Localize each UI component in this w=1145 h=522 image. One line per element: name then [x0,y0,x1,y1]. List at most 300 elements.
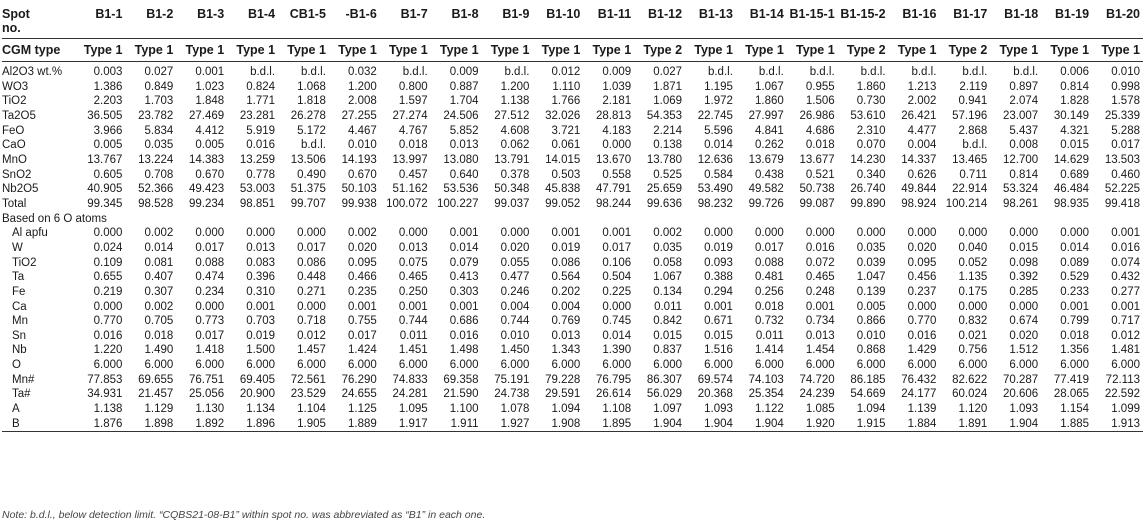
spot-id-header: B1-19 [1054,7,1090,21]
value-cell: 75.191 [494,373,530,386]
value-cell: 1.093 [1009,403,1039,416]
value-cell: 23.782 [138,109,174,122]
value-cell: 0.689 [1060,168,1090,181]
value-cell: 24.239 [799,388,835,401]
row-label: CaO [2,139,26,152]
value-cell: 0.755 [348,315,377,328]
value-cell: 1.895 [583,417,634,432]
value-cell: 100.214 [945,197,988,210]
value-cell: 27.512 [494,109,530,122]
table-row [2,62,1143,80]
value-cell: 0.866 [856,315,886,328]
value-cell: 0.075 [398,256,428,269]
value-cell: 21.590 [443,388,479,401]
value-cell: 1.097 [653,403,683,416]
value-cell: 1.848 [195,95,225,108]
row-label: Total [2,197,27,210]
value-cell: 2.868 [958,124,988,137]
value-cell: 5.437 [1009,124,1039,137]
value-cell: 24.177 [901,388,937,401]
value-cell: 0.564 [551,271,581,284]
value-cell: 14.383 [188,153,225,166]
value-cell: 0.081 [144,256,174,269]
value-cell: 0.438 [755,168,784,181]
value-cell: 0.086 [551,256,581,269]
spot-header-empty [838,21,889,39]
table-row [2,94,1143,109]
value-cell: 0.001 [449,227,479,240]
row-label: Ta# [12,388,31,401]
value-cell: 0.004 [551,300,581,313]
value-cell: 0.095 [907,256,937,269]
cgm-type-cell: Type 1 [685,39,736,62]
value-cell: 0.744 [500,315,530,328]
spot-id-header: B1-13 [698,7,733,21]
value-cell: 0.773 [195,315,225,328]
value-cell: 0.730 [856,95,886,108]
spot-header-empty [634,21,685,39]
table-row [2,358,1143,373]
section-label: Based on 6 O atoms [2,212,107,225]
value-cell: 0.842 [653,315,683,328]
value-cell: 0.138 [653,139,683,152]
value-cell: 1.200 [500,80,530,93]
spot-id-header: B1-11 [597,7,632,21]
value-cell: 3.966 [93,124,123,137]
value-cell: 49.844 [901,183,937,196]
value-cell: 0.340 [856,168,886,181]
value-cell: 0.800 [398,80,428,93]
value-cell: 0.175 [958,285,988,298]
value-cell: 86.185 [850,373,886,386]
value-cell: 13.224 [138,153,174,166]
spot-id-header: -B1-6 [345,7,377,21]
value-cell: 0.732 [755,315,784,328]
row-label: MnO [2,153,27,166]
value-cell: 72.561 [290,373,326,386]
value-cell: 0.849 [144,80,174,93]
value-cell: 0.062 [500,139,530,152]
spot-id-header: B1-15-1 [789,7,835,21]
value-cell: 0.018 [755,300,784,313]
value-cell: 26.986 [799,109,835,122]
value-cell: 1.069 [653,95,683,108]
value-cell: 0.016 [246,139,276,152]
value-cell: 0.000 [398,227,428,240]
value-cell: 0.027 [653,66,683,78]
value-cell: 0.640 [449,168,479,181]
row-label: O [12,359,21,372]
value-cell: 26.740 [850,183,886,196]
value-cell: 0.019 [246,329,276,342]
value-cell: 98.851 [239,197,276,210]
value-cell: 0.235 [348,285,377,298]
header-row-cgm-type [2,39,1143,62]
cgm-type-cell: Type 2 [939,39,990,62]
value-cell: 1.920 [787,417,838,432]
row-label: TiO2 [2,95,27,108]
value-cell: 99.890 [850,197,886,210]
value-cell: 0.000 [1009,300,1039,313]
value-cell: 0.070 [856,139,886,152]
value-cell: 0.001 [246,300,276,313]
spot-id-header: B1-1 [95,7,123,21]
value-cell: 0.262 [755,139,784,152]
value-cell: 0.010 [856,329,886,342]
value-cell: 1.896 [227,417,278,432]
value-cell: 1.104 [297,403,326,416]
value-cell: 0.000 [907,300,937,313]
value-cell: 99.726 [748,197,784,210]
value-cell: 1.904 [990,417,1041,432]
value-cell: 0.465 [805,271,835,284]
value-cell: 0.055 [500,256,530,269]
table-row [2,109,1143,124]
value-cell: 0.001 [449,300,479,313]
value-cell: 6.000 [551,359,581,372]
value-cell: 76.795 [595,373,632,386]
spot-id-header: B1-9 [502,7,530,21]
table-footnote: Note: b.d.l., below detection limit. “CQBS21-08-B1” within spot no. was abbreviated as “B1” in each one. [2,509,486,521]
value-cell: 13.503 [1104,153,1140,166]
value-cell: 0.001 [195,66,225,78]
value-cell: 1.125 [348,403,377,416]
spot-header-empty [227,21,278,39]
value-cell: 6.000 [704,359,733,372]
spot-header-label-cont: no. [2,21,75,39]
value-cell: 0.011 [654,300,683,313]
value-cell: 28.813 [595,109,632,122]
row-label: Sn [12,329,27,342]
value-cell: 0.233 [1060,285,1090,298]
value-cell: 0.000 [755,227,784,240]
value-cell: 13.780 [646,153,683,166]
value-cell: 0.955 [805,80,835,93]
value-cell: 0.756 [958,344,988,357]
value-cell: 50.348 [494,183,530,196]
value-cell: b.d.l. [809,66,835,78]
value-cell: 0.413 [449,271,479,284]
spot-id-header: B1-12 [647,7,683,21]
value-cell: 1.023 [195,80,225,93]
value-cell: 46.484 [1053,183,1090,196]
value-cell: 0.005 [93,139,123,152]
value-cell: 0.012 [1111,329,1140,342]
value-cell: 0.015 [704,329,733,342]
value-cell: 51.375 [290,183,326,196]
value-cell: 0.000 [500,227,530,240]
value-cell: 5.596 [704,124,733,137]
row-label: Al2O3 wt.% [2,66,63,78]
value-cell: 1.454 [805,344,835,357]
value-cell: 0.605 [93,168,123,181]
value-cell: 2.119 [959,80,988,93]
value-cell: 0.770 [907,315,937,328]
value-cell: 0.897 [1009,80,1039,93]
value-cell: 4.767 [398,124,428,137]
value-cell: 0.000 [805,227,835,240]
spot-header-empty [1041,21,1092,39]
value-cell: 6.000 [398,359,428,372]
value-cell: 13.506 [290,153,326,166]
value-cell: 1.898 [125,417,176,432]
value-cell: b.d.l. [300,139,326,152]
value-cell: 13.767 [87,153,123,166]
value-cell: 1.195 [704,80,733,93]
value-cell: 0.061 [551,139,581,152]
value-cell: 3.721 [551,124,581,137]
value-cell: 0.002 [348,227,377,240]
value-cell: 0.000 [1009,227,1039,240]
value-cell: 0.019 [704,241,733,254]
value-cell: 5.834 [144,124,174,137]
value-cell: 0.017 [755,241,784,254]
value-cell: 74.833 [392,373,428,386]
row-label: Mn [12,315,28,328]
row-label: Fe [12,285,26,298]
value-cell: 0.000 [602,300,632,313]
row-label: A [12,403,20,416]
value-cell: 100.227 [436,197,479,210]
spot-header-empty [787,21,838,39]
value-cell: 5.919 [246,124,276,137]
value-cell: b.d.l. [250,66,276,78]
spot-header-empty [482,21,533,39]
value-cell: 0.098 [1009,256,1039,269]
value-cell: 0.083 [246,256,276,269]
value-cell: 0.674 [1009,315,1039,328]
value-cell: 26.278 [290,109,326,122]
value-cell: 14.015 [545,153,581,166]
value-cell: 0.310 [246,285,276,298]
value-cell: 50.738 [799,183,835,196]
value-cell: 40.905 [87,183,123,196]
value-cell: 23.281 [239,109,276,122]
value-cell: 0.004 [500,300,530,313]
value-cell: 27.997 [748,109,784,122]
value-cell: 1.892 [176,417,227,432]
cgm-type-cell: Type 1 [583,39,634,62]
spot-id-header: B1-7 [400,7,428,21]
value-cell: 1.094 [856,403,886,416]
value-cell: 1.067 [755,80,784,93]
value-cell: 1.490 [144,344,174,357]
value-cell: 1.213 [907,80,937,93]
table-row [2,329,1143,344]
value-cell: 0.237 [907,285,937,298]
value-cell: 0.018 [398,139,428,152]
value-cell: 1.512 [1009,344,1039,357]
value-cell: 1.451 [398,344,428,357]
value-cell: 24.738 [494,388,530,401]
table-row [2,182,1143,197]
value-cell: 1.100 [449,403,479,416]
spot-header-empty [990,21,1041,39]
value-cell: 76.290 [341,373,377,386]
value-cell: 0.000 [602,139,632,152]
value-cell: 0.481 [755,271,784,284]
value-cell: 2.214 [653,124,683,137]
value-cell: 13.677 [799,153,835,166]
value-cell: 0.584 [704,168,733,181]
value-cell: 1.418 [195,344,225,357]
value-cell: b.d.l. [402,66,428,78]
value-cell: 27.274 [392,109,428,122]
value-cell: 36.505 [87,109,123,122]
value-cell: 1.424 [348,344,377,357]
value-cell: 28.065 [1053,388,1090,401]
value-cell: 1.110 [552,80,581,93]
spot-id-header: B1-20 [1105,7,1140,21]
value-cell: 6.000 [195,359,225,372]
value-cell: 6.000 [856,359,886,372]
row-label: Al apfu [12,227,48,240]
value-cell: 0.378 [500,168,530,181]
value-cell: 13.465 [952,153,988,166]
value-cell: 0.015 [1009,241,1039,254]
value-cell: 98.232 [697,197,733,210]
value-cell: 0.456 [907,271,937,284]
value-cell: 0.503 [551,168,581,181]
value-cell: 0.039 [856,256,886,269]
value-cell: 6.000 [246,359,276,372]
table-row [2,138,1143,153]
value-cell: 0.002 [144,300,174,313]
value-cell: 0.052 [958,256,988,269]
value-cell: 0.000 [704,227,733,240]
value-cell: 0.246 [500,285,530,298]
value-cell: 1.108 [602,403,632,416]
cgm-type-cell: Type 1 [431,39,482,62]
table-row [2,256,1143,271]
value-cell: 0.000 [958,300,988,313]
value-cell: 0.018 [805,139,835,152]
value-cell: 0.448 [297,271,326,284]
value-cell: 0.106 [602,256,632,269]
spot-header-empty [583,21,634,39]
value-cell: 1.093 [704,403,733,416]
value-cell: 20.900 [239,388,276,401]
value-cell: 0.460 [1111,168,1140,181]
row-label: WO3 [2,80,29,93]
value-cell: 23.007 [1002,109,1039,122]
value-cell: 24.655 [341,388,377,401]
value-cell: 1.703 [144,95,174,108]
value-cell: 0.001 [551,227,581,240]
value-cell: 22.592 [1104,388,1140,401]
value-cell: 0.303 [449,285,479,298]
value-cell: 4.467 [348,124,377,137]
value-cell: 98.924 [901,197,937,210]
value-cell: 0.017 [195,329,225,342]
cgm-type-cell: Type 1 [278,39,329,62]
value-cell: 0.079 [449,256,479,269]
value-cell: 13.670 [595,153,632,166]
value-cell: 0.717 [1111,315,1140,328]
row-label: B [2,417,75,432]
value-cell: 1.129 [144,403,174,416]
value-cell: 0.015 [653,329,683,342]
value-cell: 0.093 [704,256,733,269]
value-cell: 1.927 [482,417,533,432]
value-cell: 56.029 [646,388,683,401]
value-cell: 1.871 [653,80,683,93]
table-row [2,417,1143,432]
cgm-type-cell: Type 1 [1092,39,1143,62]
value-cell: 98.528 [138,197,174,210]
value-cell: 0.011 [755,329,784,342]
cgm-type-cell: Type 1 [1041,39,1092,62]
table-row [2,402,1143,417]
value-cell: 29.591 [545,388,581,401]
value-cell: 1.904 [685,417,736,432]
table-row [2,270,1143,285]
spot-id-header: B1-14 [749,7,784,21]
table-row [2,124,1143,139]
value-cell: 47.791 [595,183,632,196]
table-row [2,197,1143,212]
value-cell: 5.288 [1111,124,1140,137]
value-cell: 26.614 [595,388,632,401]
value-cell: 25.354 [748,388,784,401]
value-cell: 0.686 [449,315,479,328]
value-cell: 0.017 [602,241,632,254]
value-cell: 0.134 [653,285,683,298]
value-cell: b.d.l. [860,66,886,78]
value-cell: 1.828 [1060,95,1090,108]
spot-id-header: B1-4 [247,7,276,21]
value-cell: 4.412 [195,124,225,137]
value-cell: 0.013 [805,329,835,342]
value-cell: 0.466 [348,271,377,284]
value-cell: 0.277 [1111,285,1140,298]
spot-header-empty [736,21,787,39]
value-cell: 4.686 [805,124,835,137]
value-cell: 0.832 [958,315,988,328]
value-cell: 72.113 [1105,373,1140,386]
value-cell: 0.655 [93,271,123,284]
value-cell: 1.905 [278,417,329,432]
value-cell: 45.838 [545,183,581,196]
value-cell: 6.000 [348,359,377,372]
value-cell: 82.622 [952,373,988,386]
value-cell: 1.818 [297,95,326,108]
cgm-type-cell: Type 1 [380,39,431,62]
table-row [2,314,1143,329]
value-cell: 69.358 [443,373,479,386]
value-cell: 1.122 [755,403,784,416]
value-cell: 1.450 [500,344,530,357]
value-cell: 0.035 [856,241,886,254]
value-cell: 0.250 [398,285,428,298]
value-cell: 6.000 [805,359,835,372]
value-cell: 86.307 [646,373,683,386]
value-cell: 6.000 [1009,359,1039,372]
value-cell: 1.386 [93,80,123,93]
value-cell: 1.429 [907,344,937,357]
cgm-type-cell: Type 1 [329,39,380,62]
spot-header-empty [685,21,736,39]
value-cell: 0.000 [297,227,326,240]
value-cell: b.d.l. [707,66,733,78]
value-cell: 0.432 [1111,271,1140,284]
spot-id-header: B1-2 [146,7,174,21]
value-cell: 0.010 [348,139,377,152]
value-cell: 0.626 [907,168,937,181]
value-cell: 0.388 [704,271,733,284]
value-cell: 0.521 [805,168,835,181]
value-cell: 0.109 [93,256,123,269]
